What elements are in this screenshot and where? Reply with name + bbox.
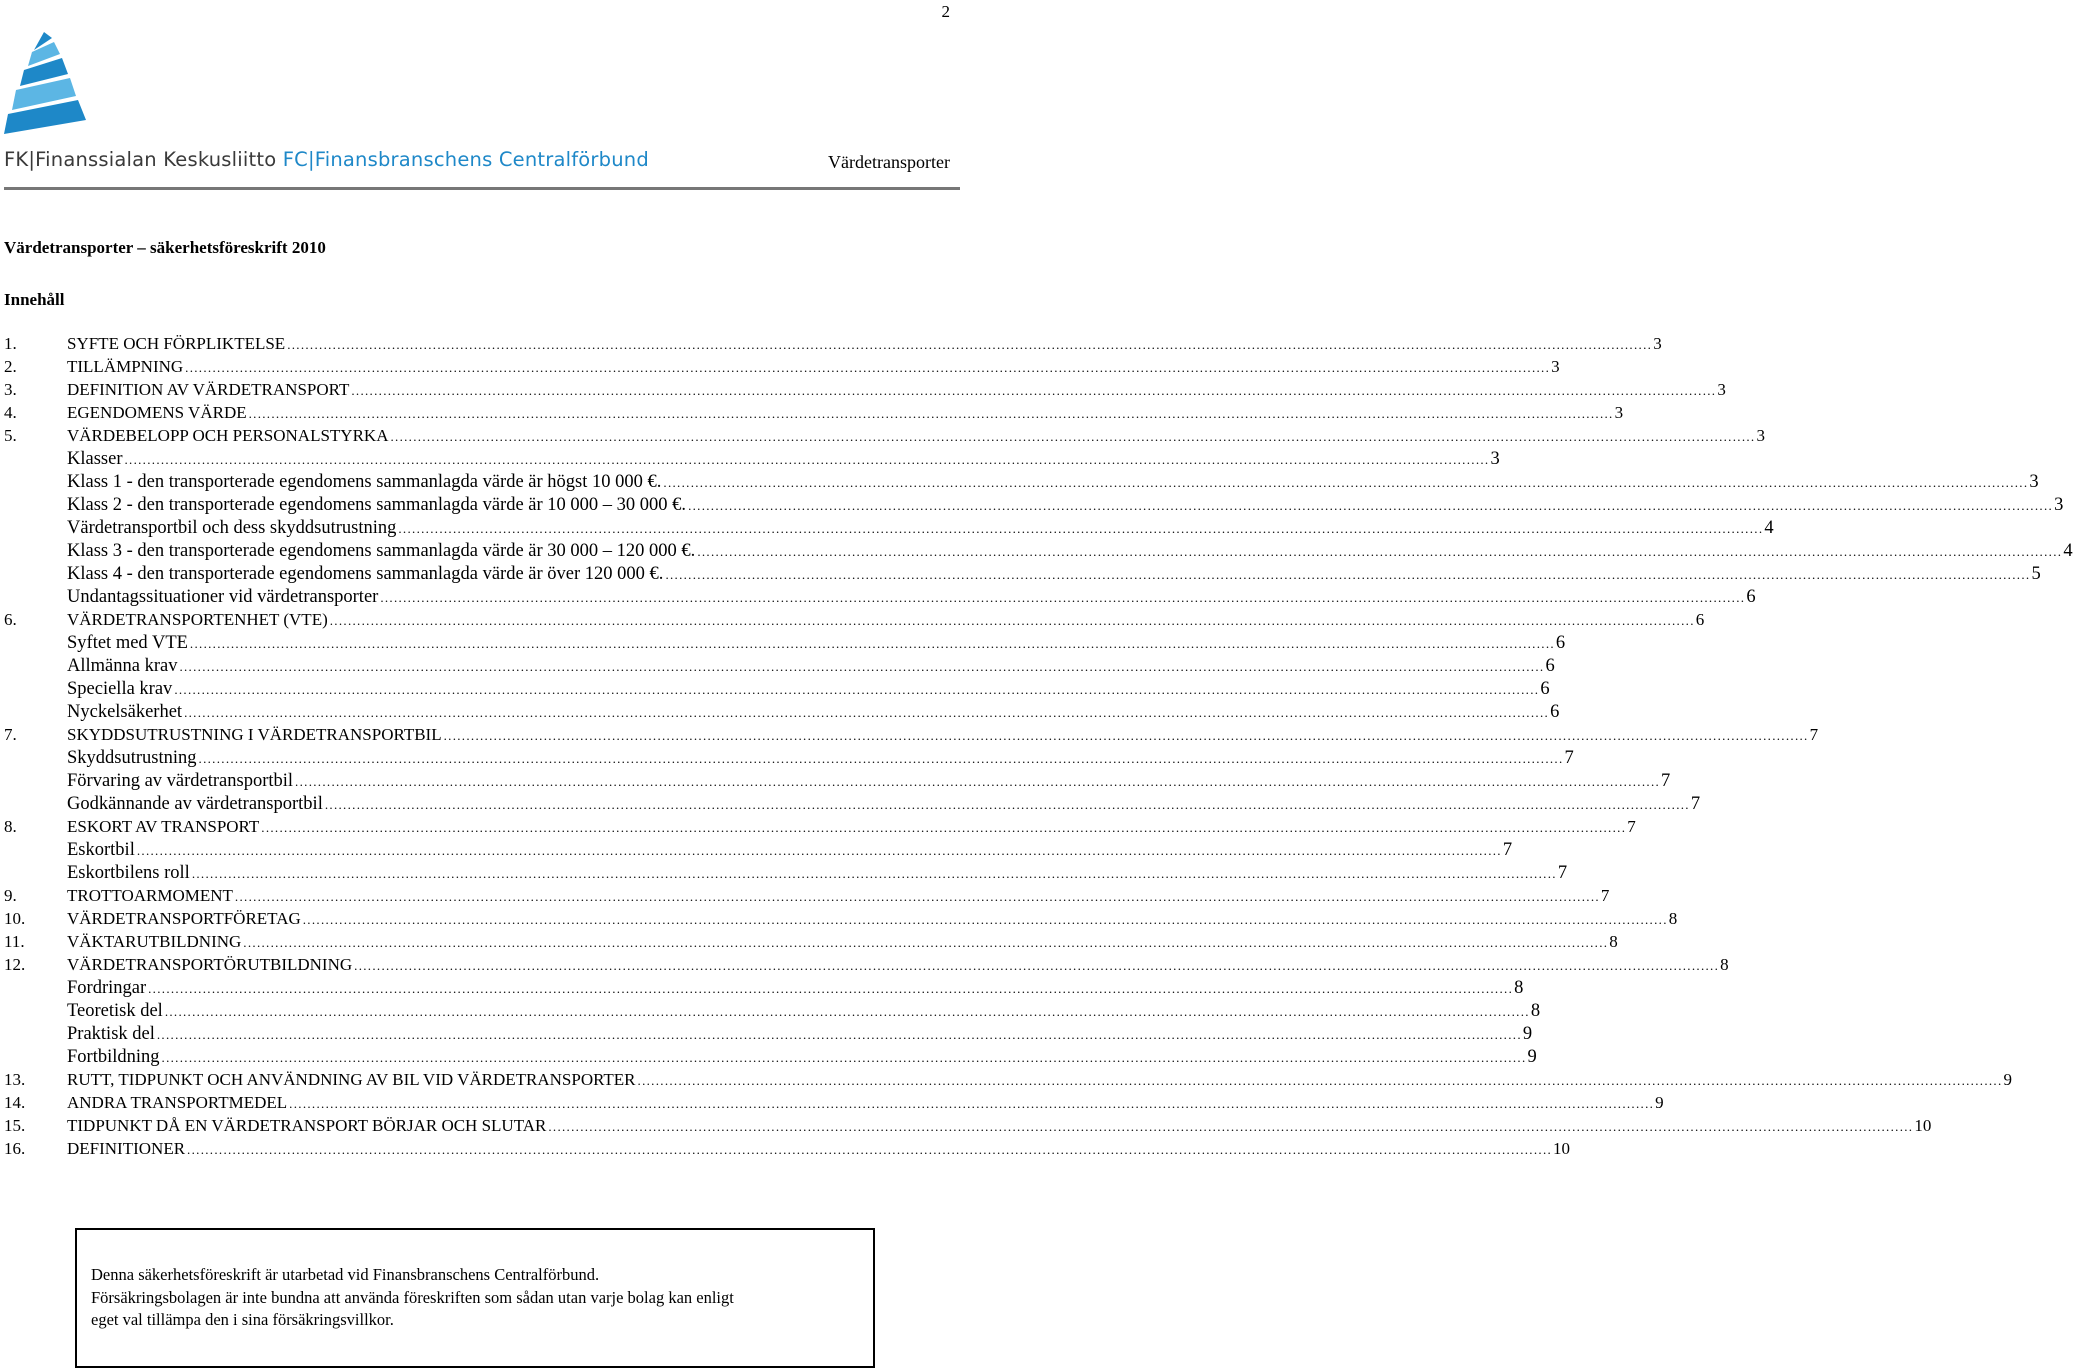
toc-entry-line [67, 517, 1774, 540]
toc-entry-line [67, 885, 1610, 908]
toc-dot-leader: ............................................................................................................................................................................................................................................................................................................ [161, 1050, 1527, 1065]
toc-entry-page: 7 [1690, 794, 1701, 814]
toc-entry-line [67, 1000, 1541, 1023]
toc-entry-page: 5 [2031, 564, 2041, 584]
toc-dot-leader: ............................................................................................................................................................................................................................................................................................................ [390, 429, 1756, 444]
toc-entry-label: RUTT, TIDPUNKT OCH ANVÄNDNING AV BIL VID VÄRDETRANSPORTER [67, 1070, 636, 1089]
toc-entry-page: 8 [1668, 909, 1678, 928]
toc-entry-label: TILLÄMPNING [67, 357, 184, 376]
toc-entry-line [67, 701, 1560, 724]
toc-entry[interactable] [4, 1115, 1932, 1138]
toc-entry[interactable] [4, 977, 1524, 1000]
toc-dot-leader: ............................................................................................................................................................................................................................................................................................................ [548, 1119, 1914, 1134]
toc-dot-leader: ............................................................................................................................................................................................................................................................................................................ [354, 958, 1720, 973]
toc-entry-line [67, 333, 1662, 356]
toc-entry-line [67, 816, 1636, 839]
table-of-contents [4, 333, 2073, 1161]
toc-dot-leader: ............................................................................................................................................................................................................................................................................................................ [164, 1004, 1530, 1019]
toc-entry[interactable] [4, 885, 1610, 908]
toc-entry-number: 5. [4, 426, 17, 445]
toc-entry-page: 3 [1653, 334, 1662, 353]
toc-entry-line [67, 1069, 2013, 1092]
toc-entry-page: 7 [1809, 725, 1819, 744]
logo-wordmark [4, 148, 649, 171]
toc-entry-number: 7. [4, 725, 17, 744]
toc-entry-page: 9 [1655, 1093, 1664, 1112]
toc-entry-label: Undantagssituationer vid värdetransporter [67, 587, 379, 607]
toc-entry[interactable] [4, 517, 1774, 540]
toc-dot-leader: ............................................................................................................................................................................................................................................................................................................ [191, 866, 1557, 881]
toc-entry-line [67, 678, 1550, 701]
toc-entry-label: Eskortbil [67, 840, 135, 860]
toc-entry-number: 14. [4, 1093, 26, 1112]
toc-entry-label: ESKORT AV TRANSPORT [67, 817, 260, 836]
toc-dot-leader: ............................................................................................................................................................................................................................................................................................................ [124, 452, 1490, 467]
toc-entry-page: 7 [1564, 748, 1574, 768]
notice-line: eget val tillämpa den i sina försäkringsvillkor. [91, 1310, 394, 1329]
toc-entry[interactable] [4, 701, 1560, 724]
toc-entry[interactable] [4, 586, 1756, 609]
toc-entry-page: 7 [1600, 886, 1610, 905]
toc-dot-leader: ............................................................................................................................................................................................................................................................................................................ [329, 613, 1695, 628]
toc-dot-leader: ............................................................................................................................................................................................................................................................................................................ [302, 912, 1668, 927]
toc-entry-line [67, 747, 1574, 770]
toc-entry-line [67, 609, 1705, 632]
toc-entry[interactable] [4, 1138, 1571, 1161]
toc-entry-label: Eskortbilens roll [67, 863, 190, 883]
toc-entry-number: 10. [4, 909, 26, 928]
toc-entry[interactable] [4, 862, 1568, 885]
toc-dot-leader: ............................................................................................................................................................................................................................................................................................................ [663, 475, 2029, 490]
toc-entry-label: VÄRDEBELOPP OCH PERSONALSTYRKA [67, 426, 389, 445]
toc-entry[interactable] [4, 1046, 1537, 1069]
toc-dot-leader: ............................................................................................................................................................................................................................................................................................................ [185, 360, 1551, 375]
toc-entry-line [67, 931, 1618, 954]
toc-entry-page: 7 [1661, 771, 1671, 791]
toc-dot-leader: ............................................................................................................................................................................................................................................................................................................ [688, 498, 2054, 513]
toc-dot-leader: ............................................................................................................................................................................................................................................................................................................ [148, 981, 1514, 996]
toc-entry-number: 8. [4, 817, 17, 836]
toc-entry-page: 3 [1490, 449, 1500, 469]
toc-dot-leader: ............................................................................................................................................................................................................................................................................................................ [697, 544, 2063, 559]
toc-dot-leader: ............................................................................................................................................................................................................................................................................................................ [637, 1073, 2003, 1088]
toc-entry-number: 13. [4, 1070, 26, 1089]
toc-entry-number: 11. [4, 932, 25, 951]
toc-entry-label: Speciella krav [67, 679, 173, 699]
toc-dot-leader: ............................................................................................................................................................................................................................................................................................................ [295, 774, 1661, 789]
toc-entry-label: ANDRA TRANSPORTMEDEL [67, 1093, 288, 1112]
toc-entry[interactable] [4, 816, 1636, 839]
toc-entry-page: 6 [1540, 679, 1550, 699]
toc-entry-label: Praktisk del [67, 1024, 155, 1044]
toc-entry-label: Fortbildning [67, 1047, 160, 1067]
toc-entry-line [67, 402, 1624, 425]
toc-entry[interactable] [4, 1000, 1541, 1023]
toc-dot-leader: ............................................................................................................................................................................................................................................................................................................ [380, 590, 1746, 605]
notice-box [75, 1228, 875, 1368]
toc-entry-number: 16. [4, 1139, 26, 1158]
toc-entry[interactable] [4, 1069, 2013, 1092]
toc-entry-page: 3 [1717, 380, 1726, 399]
toc-entry[interactable] [4, 793, 1701, 816]
toc-entry[interactable] [4, 356, 1560, 379]
toc-entry-line [67, 448, 1500, 471]
toc-entry-line [67, 793, 1701, 816]
toc-entry[interactable] [4, 448, 1500, 471]
notice-text [91, 1264, 871, 1332]
toc-entry-line [67, 1092, 1664, 1115]
toc-entry-label: DEFINITION AV VÄRDETRANSPORT [67, 380, 350, 399]
toc-entry-page: 8 [1530, 1001, 1541, 1021]
toc-entry-page: 3 [2029, 472, 2039, 492]
toc-entry[interactable] [4, 655, 1555, 678]
toc-entry-page: 4 [2063, 541, 2073, 561]
toc-dot-leader: ............................................................................................................................................................................................................................................................................................................ [665, 567, 2031, 582]
page-number: 2 [941, 2, 950, 21]
toc-entry-label: Nyckelsäkerhet [67, 702, 183, 722]
toc-entry-page: 8 [1720, 955, 1729, 974]
toc-entry-line [67, 954, 1729, 977]
toc-entry[interactable] [4, 908, 1678, 931]
toc-entry[interactable] [4, 954, 1729, 977]
toc-dot-leader: ............................................................................................................................................................................................................................................................................................................ [287, 337, 1653, 352]
toc-entry-label: SKYDDSUTRUSTNING I VÄRDETRANSPORTBIL [67, 725, 442, 744]
notice-line: Försäkringsbolagen är inte bundna att använda föreskriften som sådan utan varje bolag kan enligt [91, 1287, 734, 1307]
toc-entry[interactable] [4, 839, 1513, 862]
toc-entry[interactable] [4, 471, 2039, 494]
toc-entry-page: 10 [1914, 1116, 1932, 1135]
toc-entry-page: 6 [1550, 702, 1560, 722]
toc-entry-line [67, 977, 1524, 1000]
document-title: Värdetransporter – säkerhetsföreskrift 2010 [4, 238, 326, 257]
toc-entry-label: Klass 4 - den transporterade egendomens sammanlagda värde är över 120 000 €. [67, 564, 664, 584]
toc-entry-line [67, 1115, 1932, 1138]
toc-entry-label: VÄRDETRANSPORTENHET (VTE) [67, 610, 328, 629]
toc-dot-leader: ............................................................................................................................................................................................................................................................................................................ [179, 659, 1545, 674]
toc-entry-line [67, 1138, 1571, 1161]
toc-entry-line [67, 425, 1765, 448]
toc-entry-label: Klass 1 - den transporterade egendomens sammanlagda värde är högst 10 000 €. [67, 472, 662, 492]
toc-dot-leader: ............................................................................................................................................................................................................................................................................................................ [243, 935, 1609, 950]
toc-entry[interactable] [4, 494, 2064, 517]
logo-text-fc: FC|Finansbranschens Centralförbund [282, 148, 649, 171]
toc-dot-leader: ............................................................................................................................................................................................................................................................................................................ [261, 820, 1627, 835]
toc-entry-label: VÄRDETRANSPORTÖRUTBILDNING [67, 955, 353, 974]
toc-entry-line [67, 356, 1560, 379]
toc-dot-leader: ............................................................................................................................................................................................................................................................................................................ [234, 889, 1600, 904]
toc-entry[interactable] [4, 770, 1671, 793]
toc-entry[interactable] [4, 609, 1705, 632]
toc-entry-line [67, 655, 1555, 678]
toc-entry-label: Klass 3 - den transporterade egendomens sammanlagda värde är 30 000 – 120 000 €. [67, 541, 696, 561]
toc-entry-number: 1. [4, 334, 17, 353]
toc-entry-line [67, 908, 1678, 931]
fk-fc-logo-icon [4, 32, 94, 136]
toc-entry-label: Teoretisk del [67, 1001, 163, 1021]
toc-dot-leader: ............................................................................................................................................................................................................................................................................................................ [324, 797, 1690, 812]
toc-entry-number: 2. [4, 357, 17, 376]
toc-entry-page: 6 [1695, 610, 1705, 629]
toc-entry[interactable] [4, 563, 2041, 586]
toc-entry-page: 3 [1551, 357, 1560, 376]
toc-dot-leader: ............................................................................................................................................................................................................................................................................................................ [136, 843, 1502, 858]
toc-entry-page: 3 [1614, 403, 1624, 422]
toc-entry-line [67, 494, 2064, 517]
toc-entry-page: 7 [1557, 863, 1568, 883]
toc-entry-line [67, 839, 1513, 862]
toc-entry[interactable] [4, 425, 1765, 448]
toc-dot-leader: ............................................................................................................................................................................................................................................................................................................ [443, 728, 1809, 743]
toc-entry-label: Godkännande av värdetransportbil [67, 794, 323, 814]
toc-entry-page: 7 [1502, 840, 1513, 860]
toc-entry-page: 6 [1746, 587, 1756, 607]
toc-entry-page: 9 [2003, 1070, 2013, 1089]
toc-dot-leader: ............................................................................................................................................................................................................................................................................................................ [189, 636, 1555, 651]
toc-entry-label: VÄRDETRANSPORTFÖRETAG [67, 909, 301, 928]
toc-entry-number: 3. [4, 380, 17, 399]
toc-entry-page: 3 [1756, 426, 1765, 445]
toc-entry-line [67, 471, 2039, 494]
toc-dot-leader: ............................................................................................................................................................................................................................................................................................................ [398, 521, 1764, 536]
toc-entry[interactable] [4, 724, 1819, 747]
toc-entry-number: 6. [4, 610, 17, 629]
toc-dot-leader: ............................................................................................................................................................................................................................................................................................................ [351, 383, 1717, 398]
toc-entry[interactable] [4, 379, 1726, 402]
notice-line: Denna säkerhetsföreskrift är utarbetad vid Finansbranschens Centralförbund. [91, 1265, 600, 1284]
toc-entry-line [67, 862, 1568, 885]
toc-entry-label: DEFINITIONER [67, 1139, 186, 1158]
toc-entry-number: 9. [4, 886, 17, 905]
toc-entry-label: Värdetransportbil och dess skyddsutrustning [67, 518, 397, 538]
toc-entry-line [67, 770, 1671, 793]
toc-entry-label: TROTTOARMOMENT [67, 886, 233, 905]
toc-entry[interactable] [4, 540, 2073, 563]
toc-dot-leader: ............................................................................................................................................................................................................................................................................................................ [198, 751, 1564, 766]
toc-entry-line [67, 632, 1566, 655]
toc-dot-leader: ............................................................................................................................................................................................................................................................................................................ [187, 1142, 1553, 1157]
toc-entry-line [67, 1046, 1537, 1069]
toc-entry[interactable] [4, 402, 1624, 425]
toc-entry-page: 9 [1522, 1024, 1533, 1044]
toc-entry-label: Klasser [67, 449, 123, 469]
toc-entry-page: 4 [1764, 518, 1774, 538]
toc-entry-line [67, 724, 1819, 747]
toc-entry[interactable] [4, 1023, 1533, 1046]
toc-entry-page: 10 [1553, 1139, 1571, 1158]
toc-entry[interactable] [4, 632, 1566, 655]
toc-entry-label: Fordringar [67, 978, 147, 998]
toc-entry-page: 7 [1627, 817, 1636, 836]
toc-entry-number: 12. [4, 955, 26, 974]
toc-entry-number: 15. [4, 1116, 26, 1135]
toc-entry-line [67, 540, 2073, 563]
toc-entry-label: Förvaring av värdetransportbil [67, 771, 294, 791]
toc-entry-label: VÄKTARUTBILDNING [67, 932, 242, 951]
toc-entry[interactable] [4, 678, 1550, 701]
toc-heading: Innehåll [4, 290, 65, 309]
toc-entry-line [67, 586, 1756, 609]
toc-entry-page: 8 [1609, 932, 1618, 951]
toc-entry-line [67, 379, 1726, 402]
toc-entry[interactable] [4, 747, 1574, 770]
toc-dot-leader: ............................................................................................................................................................................................................................................................................................................ [174, 682, 1540, 697]
toc-entry[interactable] [4, 1092, 1664, 1115]
toc-entry-page: 8 [1514, 978, 1524, 998]
toc-dot-leader: ............................................................................................................................................................................................................................................................................................................ [156, 1027, 1522, 1042]
toc-entry-line [67, 1023, 1533, 1046]
toc-entry-page: 6 [1545, 656, 1555, 676]
toc-entry-label: SYFTE OCH FÖRPLIKTELSE [67, 334, 286, 353]
toc-entry-label: TIDPUNKT DÅ EN VÄRDETRANSPORT BÖRJAR OCH SLUTAR [67, 1116, 547, 1135]
toc-dot-leader: ............................................................................................................................................................................................................................................................................................................ [184, 705, 1550, 720]
toc-dot-leader: ............................................................................................................................................................................................................................................................................................................ [248, 406, 1614, 421]
toc-entry-line [67, 563, 2041, 586]
header-divider [4, 187, 960, 190]
toc-entry-page: 9 [1527, 1047, 1537, 1067]
toc-entry-page: 6 [1555, 633, 1566, 653]
toc-entry-number: 4. [4, 403, 17, 422]
toc-entry[interactable] [4, 333, 1662, 356]
toc-entry-page: 3 [2054, 495, 2064, 515]
header-title: Värdetransporter [828, 152, 950, 172]
logo-text-fk: FK|Finanssialan Keskusliitto [4, 148, 277, 171]
toc-entry-label: Skyddsutrustning [67, 748, 197, 768]
toc-entry-label: EGENDOMENS VÄRDE [67, 403, 247, 422]
toc-entry[interactable] [4, 931, 1618, 954]
toc-entry-label: Klass 2 - den transporterade egendomens sammanlagda värde är 10 000 – 30 000 €. [67, 495, 687, 515]
toc-entry-label: Syftet med VTE [67, 633, 188, 653]
toc-entry-label: Allmänna krav [67, 656, 178, 676]
toc-dot-leader: ............................................................................................................................................................................................................................................................................................................ [289, 1096, 1655, 1111]
